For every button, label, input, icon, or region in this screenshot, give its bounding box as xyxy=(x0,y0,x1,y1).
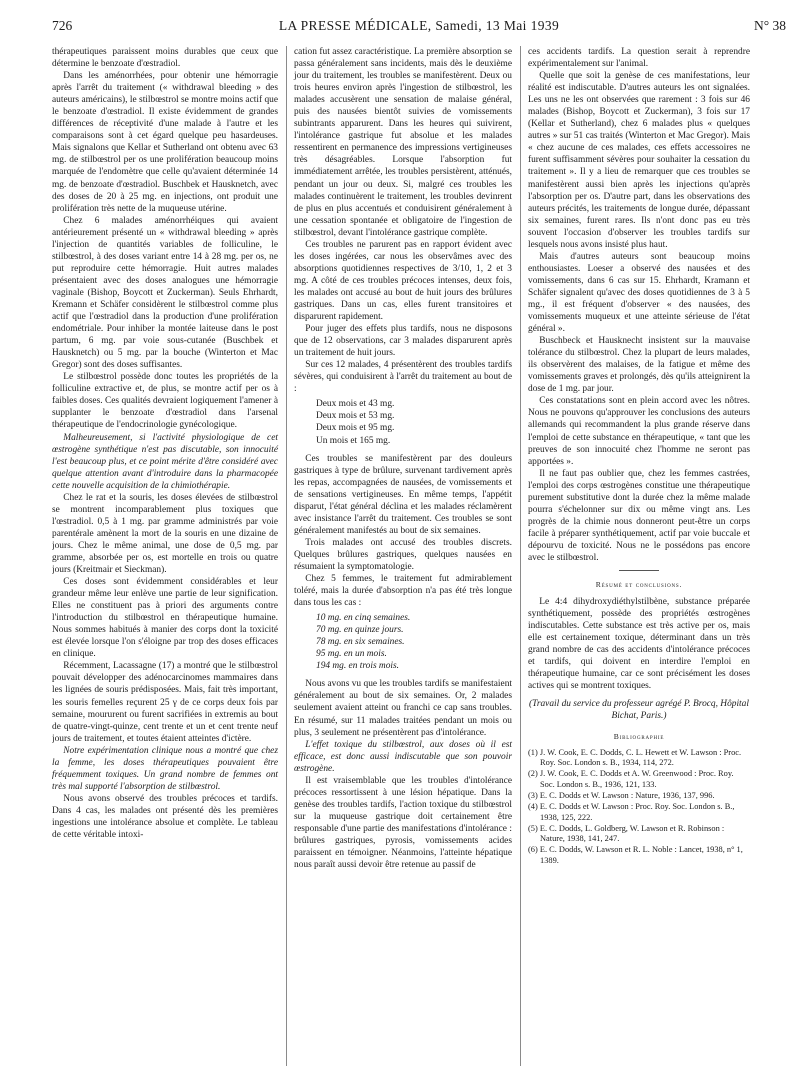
paragraph: Trois malades ont accusé des troubles discrets. Quelques brûlures gastriques, quelques nausées en résumaient la symptomatologie. xyxy=(294,537,512,572)
bibliography-entry: (6) E. C. Dodds, W. Lawson et R. L. Noble : Lancet, 1938, n° 1, 1389. xyxy=(528,845,743,866)
paragraph: Il est vraisemblable que les troubles d'intolérance précoces ressortissent à une lésion hépatique. Dans la genèse des troubles tardifs, l'action toxique du stilbœstrol sur la muqueuse gastrique doit certainement être responsable d'une partie des manifestations d'intolérance : brûlures gastriques, pyrosis, vomissements acides paraissent en témoigner. Néanmoins, l'atteinte hépatique nous paraît aussi devoir être retenue au passif de xyxy=(294,775,512,871)
list-item: Deux mois et 43 mg. xyxy=(316,399,395,410)
column-3 xyxy=(520,46,754,1072)
paragraph: Chez 5 femmes, le traitement fut admirablement toléré, mais la durée d'absorption n'a pas été très longue dans tous les cas : xyxy=(294,574,512,609)
list-item: 194 mg. en trois mois. xyxy=(316,661,399,672)
bibliography-heading: Bibliographie xyxy=(613,731,665,741)
paragraph: thérapeutiques paraissent moins durables que ceux que détermine le benzoate d'œstradiol. xyxy=(52,47,278,70)
article-body xyxy=(52,46,786,1072)
paragraph-italic: Notre expérimentation clinique nous a montré que chez la femme, les doses thérapeutiques pouvaient être fréquemment toxiques. Un grand nombre de femmes ont très mal supporté l'absorption de stilbœstrol. xyxy=(52,745,278,792)
paragraph: Récemment, Lacassagne (17) a montré que le stilbœstrol pouvait développer des adénocarcinomes mammaires dans les lignées de souris prédisposées. Mais, fait très important, les souris femelles reçurent 25 γ de ce corps deux fois par semaine, moururent ou furent sacrifiées in extremis au bout de quatre-vingt-quinze, cent trente et un et cent trente neuf jours de traitement, et toutes étaient atteintes d'ictère. xyxy=(52,661,278,744)
dose-list-tolerated xyxy=(294,612,512,672)
author-credit: (Travail du service du professeur agrégé P. Brocq, Hôpital Bichat, Paris.) xyxy=(529,699,749,722)
paragraph: Nous avons observé des troubles précoces et tardifs. Dans 4 cas, les malades ont présenté dès les premières ingestions une intolérance absolue et complète. Le tableau de cette véritable intoxi- xyxy=(52,793,278,841)
summary-heading: Résumé et conclusions. xyxy=(595,580,683,590)
summary-paragraph: Le 4:4 dihydroxydiéthylstilbène, substance préparée synthétiquement, possède des propriétés œstrogènes indiscutables. Cette substance est très active per os, mais elle est certainement toxique, déterminant dans un très grand nombre de cas des accidents d'intolérance précoces et tardifs, qui doivent en interdire l'emploi en thérapeutique humaine, car ce sont précisément les doses actives qui se montrent toxiques. xyxy=(528,597,750,692)
bibliography-entry: (3) E. C. Dodds et W. Lawson : Nature, 1936, 137, 996. xyxy=(528,790,715,800)
list-item: 10 mg. en cinq semaines. xyxy=(316,613,411,624)
paragraph: Dans les aménorrhées, pour obtenir une hémorragie après l'arrêt du traitement (« withdrawal bleeding » des auteurs américains), le stilbœstrol se montre moins actif que le benzoate d'œstradiol. Il existe évidemment de grandes différences de réceptivité d'une malade à l'autre et les comparaisons sont à cet égard quelque peu hasardeuses. Mais signalons que Kellar et Sutherland ont obtenu avec 63 mg. de stilbœstrol per os une prolifération beaucoup moins marquée de l'endomètre que celle qu'avaient déterminée 14 mg. de benzoate d'œstradiol. Buschbek et Hausknetch, avec des doses de 20 à 25 mg. en injections, ont produit une prolifération très nette de la muqueuse utérine. xyxy=(52,71,278,214)
paragraph-italic: Malheureusement, si l'activité physiologique de cet œstrogène synthétique n'est pas discutable, son innocuité l'est beaucoup plus, et ce point mérite d'être considéré avec quelque attention avant d'introduire dans la pharmacopée cette nouvelle acquisition de la chimiothérapie. xyxy=(52,432,278,491)
dose-list-severe xyxy=(294,398,512,446)
page-number: 726 xyxy=(52,18,73,33)
bibliography-entry: (5) E. C. Dodds, L. Goldberg, W. Lawson et R. Robinson : Nature, 1938, 141, 247. xyxy=(528,823,725,844)
paragraph: Quelle que soit la genèse de ces manifestations, leur réalité est indiscutable. D'autres auteurs les ont signalées. Les uns ne les ont observées que rarement : 3 fois sur 46 malades (Bishop, Boycott et Zuckerman), 3 fois sur 17 (Kellar et Sutherland), chez 6 malades plus « quelques autres » sur 51 cas traités (Winterton et Mac Gregor). Mais « chez aucune de ces malades, ces effets accessoires ne furent suffisamment sévères pour souhaiter la cessation du traitement ». Il y a lieu de remarquer que ces troubles se manifestèrent aussi bien après les injections qu'après l'absorption per os. D'autre part, dans les observations des auteurs précités, les traitements de longue durée, dépassant six semaines, furent rares. Ils n'ont donc pas eu très souvent l'occasion d'observer les troubles tardifs sur lesquels nous avons insisté plus haut. xyxy=(528,71,750,250)
paragraph: Ces troubles se manifestèrent par des douleurs gastriques à type de brûlure, survenant tardivement après les repas, accompagnées de nausées, de vomissements et de sensations vertigineuses. En même temps, l'appétit disparut, l'état général déclina et les malades réclamèrent avec insistance l'arrêt du traitement. Ces troubles se sont généralement manifestés au bout de six semaines. xyxy=(294,453,512,536)
paragraph: Chez le rat et la souris, les doses élevées de stilbœstrol se montrent incomparablement plus toxiques que l'œstradiol. 0,5 à 1 mg. par gramme administrés par voie parentérale amènent la mort de la souris en une dizaine de jours. Chez le même animal, une dose de 0,5 mg. par gramme, absorbée per os, est mortelle en trois ou quatre jours (Kreitmair et Sieckman). xyxy=(52,492,278,576)
paragraph-italic: L'effet toxique du stilbœstrol, aux doses où il est efficace, est donc aussi indiscutable que son pouvoir œstrogène. xyxy=(294,739,512,774)
paragraph: ces accidents tardifs. La question serait à reprendre expérimentalement sur l'animal. xyxy=(528,47,750,70)
paragraph: Ces doses sont évidemment considérables et leur grandeur même leur enlève une partie de leur signification. Elles ne constituent pas à priori des arguments contre l'introduction du stilbœstrol en thérapeutique humaine. Nous sommes habitués à manier des corps dont la toxicité est élevée lorsque l'on s'éloigne par trop des doses efficaces en clinique. xyxy=(52,577,278,660)
paragraph: Ces constatations sont en plein accord avec les nôtres. Nous ne pouvons qu'approuver les conclusions des auteurs allemands qui recommandent la plus grande réserve dans l'emploi de cette substance en thérapeutique, « tant que les preuves de son innocuité chez l'homme ne seront pas apportées ». xyxy=(528,396,750,467)
list-item: 70 mg. en quinze jours. xyxy=(316,625,404,636)
paragraph: Le stilbœstrol possède donc toutes les propriétés de la folliculine extractive et, de plus, se montre actif per os à faibles doses. Ces qualités devraient logiquement l'amener à supplanter le benzoate d'œstradiol dans l'arsenal thérapeutique de l'endocrinologie gynécologique. xyxy=(52,372,278,431)
column-1 xyxy=(52,46,286,1072)
list-item: 95 mg. en un mois. xyxy=(316,649,387,660)
list-item: Deux mois et 53 mg. xyxy=(316,411,395,422)
running-header xyxy=(52,14,786,38)
list-item: Deux mois et 95 mg. xyxy=(316,423,395,434)
bibliography-entry: (4) E. C. Dodds et W. Lawson : Proc. Roy. Soc. London s. B., 1938, 125, 222. xyxy=(528,802,735,822)
paragraph: cation fut assez caractéristique. La première absorption se passa généralement sans incidents, mais dès le deuxième jour du traitement, les troubles se manifestèrent. Deux ou trois heures environ après l'ingestion de stilbœstrol, les malades accusèrent une sensation de malaise général, puis des nausées bientôt suivies de vomissements subintrants apparurent. Dans les heures qui suivirent, l'intolérance gastrique fut absolue et les malades ressentirent en permanence des impressions vertigineuses très désagréables. Lorsque l'absorption fut immédiatement arrêtée, les troubles persistèrent, atténués, pendant un jour ou deux. Si, malgré ces troubles les malades continuèrent le traitement, les troubles devinrent de plus en plus accentués et conduisirent généralement à une cessation spontanée et obligatoire de l'ingestion de stilbœstrol, devant l'intolérance gastrique complète. xyxy=(294,47,512,238)
column-2 xyxy=(286,46,520,1072)
section-divider xyxy=(619,570,659,571)
paragraph: Ces troubles ne parurent pas en rapport évident avec les doses ingérées, car nous les observâmes avec des absorptions quotidiennes respectives de 3/10, 1, 2 et 3 mg. A côté de ces troubles précoces intenses, deux fois, les malades ont accusé au bout de huit jours des brûlures gastriques. Dans un cas, elles furent transitoires et disparurent rapidement. xyxy=(294,239,512,323)
paragraph: Buschbeck et Hausknecht insistent sur la mauvaise tolérance du stilbœstrol. Chez la plupart de leurs malades, ils observèrent des malaises, de la fatigue et même des vomissements graves et prolongés, dès qu'ils atteignirent la dose de 1 mg. par jour. xyxy=(528,336,750,395)
issue-number: N° 38 xyxy=(753,18,786,33)
list-item: 78 mg. en six semaines. xyxy=(316,637,405,648)
bibliography-list xyxy=(528,748,750,867)
bibliography-entry: (1) J. W. Cook, E. C. Dodds, C. L. Hewett et W. Lawson : Proc. Roy. Soc. London s. B., 1934, 114, 272. xyxy=(528,747,742,768)
paragraph: Sur ces 12 malades, 4 présentèrent des troubles tardifs sévères, qui conduisirent à l'arrêt du traitement au bout de : xyxy=(294,360,512,395)
list-item: Un mois et 165 mg. xyxy=(316,435,391,446)
journal-title: LA PRESSE MÉDICALE, Samedi, 13 Mai 1939 xyxy=(278,18,560,33)
paragraph: Pour juger des effets plus tardifs, nous ne disposons que de 12 observations, car 3 malades disparurent après un traitement de huit jours. xyxy=(294,324,512,359)
paragraph: Mais d'autres auteurs sont beaucoup moins enthousiastes. Loeser a observé des nausées et des vomissements, dans 6 cas sur 15. Ehrhardt, Kramann et Schäfer signalent qu'avec des doses quotidiennes de 3 à 5 mg., il est fréquent d'observer « des nausées, des vomissements muqueux et une atteinte sérieuse de l'état général ». xyxy=(528,251,750,335)
bibliography-entry: (2) J. W. Cook, E. C. Dodds et A. W. Greenwood : Proc. Roy. Soc. London s. B., 1936, 121, 133. xyxy=(528,769,734,789)
paragraph: Chez 6 malades aménorrhéiques qui avaient antérieurement présenté un « withdrawal bleeding » après l'injection de quantités variables de folliculine, le stilbœstrol, à des doses variant entre 14 à 28 mg. per os, ne put reproduire cette hémorragie. Huit autres malades présentaient avec des doses analogues une hémorragie vaginale (Bishop, Boycott et Zuckerman). Seuls Ehrhardt, Kremann et Schäfer considèrent le stilbœstrol comme plus actif que l'œstradiol dans la production d'une prolifération endométriale. Pour inhiber la montée laiteuse dans le post partum, 6 mg. par voie sous-cutanée (Buschbek et Hausknetch) ou 5 mg. par la bouche (Winterton et Mac Gregor) sont des doses suffisantes. xyxy=(52,215,278,371)
paragraph: Il ne faut pas oublier que, chez les femmes castrées, l'emploi des corps œstrogènes constitue une thérapeutique purement substitutive dont la durée chez la même malade pourra s'échelonner sur dix ou même vingt ans. Les progrès de la chimie nous donneront peut-être un corps facile à préparer synthétiquement, actif par voie buccale et dépourvu de toxicité. Nous ne le possédons pas encore avec le stilbœstrol. xyxy=(528,468,750,563)
paragraph: Nous avons vu que les troubles tardifs se manifestaient généralement au bout de six semaines. Or, 2 malades seulement avaient atteint ou franchi ce cap sans troubles. En résumé, sur 11 malades traitées pendant un mois ou plus, 3 seulement ne présentèrent pas d'intolérance. xyxy=(294,679,512,738)
